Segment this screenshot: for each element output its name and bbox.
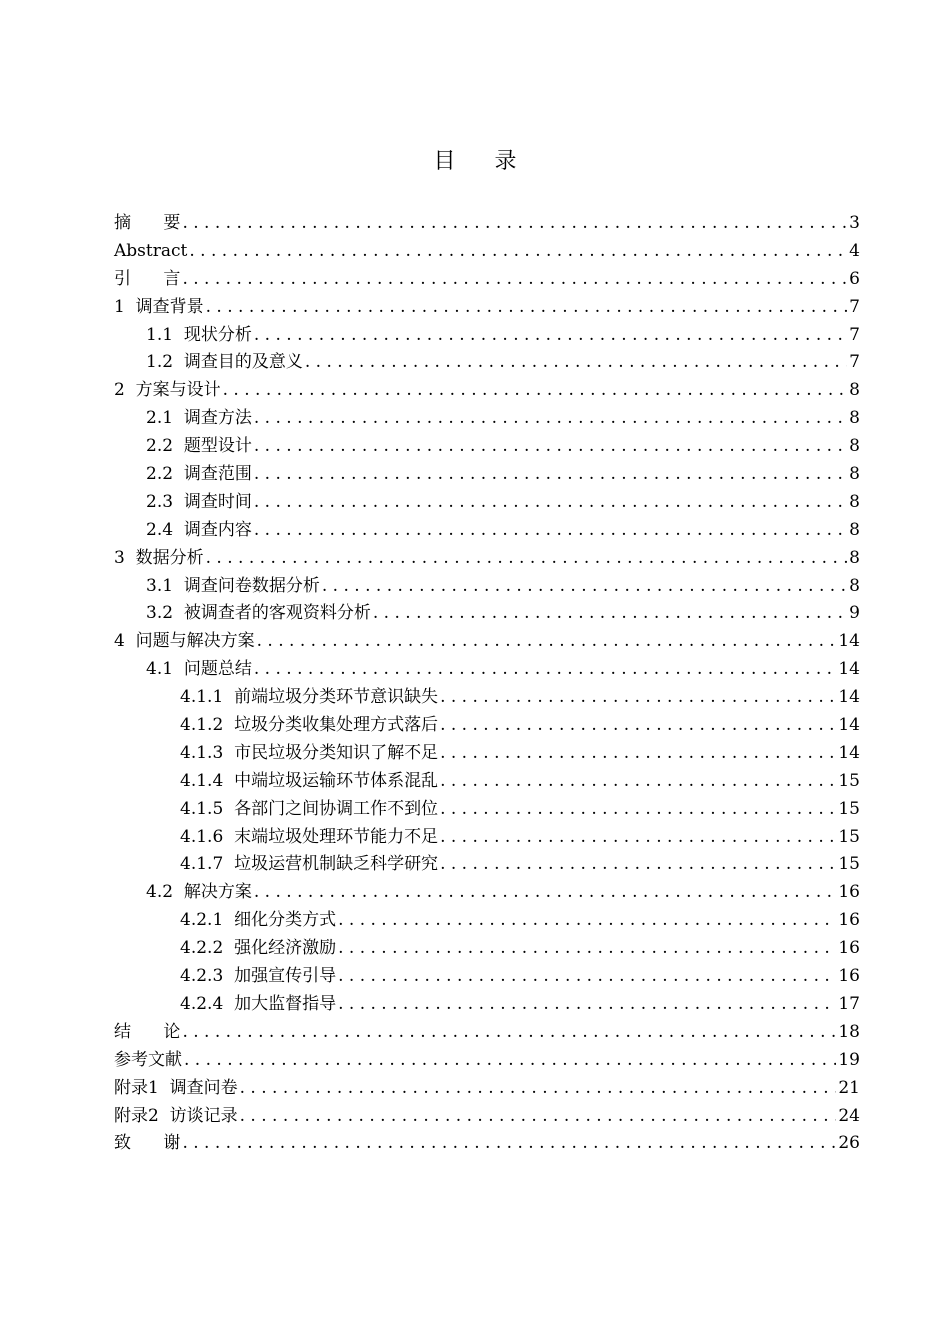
toc-entry-label: 4.1.1 前端垃圾分类环节意识缺失 [180,687,439,708]
toc-entry-page: 7 [849,296,860,317]
toc-leader-dots [184,1047,836,1075]
toc-entry-page: 8 [849,436,860,457]
toc-entry-page: 14 [838,687,860,708]
toc-entry-page: 24 [838,1105,860,1126]
toc-entry-label: 摘 要 [114,213,181,233]
toc-leader-dots [182,266,847,294]
page-title: 目 录 [433,149,533,174]
toc-entry-label: 4.1.2 垃圾分类收集处理方式落后 [180,715,439,736]
toc-entry-page: 14 [838,631,860,652]
toc-entry[interactable] [114,740,860,768]
toc-entry-label: 4.1.7 垃圾运营机制缺乏科学研究 [180,854,439,875]
toc-entry-page: 8 [849,464,860,485]
toc-leader-dots [440,684,836,712]
toc-entry[interactable] [114,907,860,935]
toc-entry-page: 8 [849,380,860,401]
toc-leader-dots [254,322,847,350]
toc-entry-page: 8 [849,491,860,512]
toc-entry-page: 4 [849,240,860,261]
toc-entry[interactable] [114,684,860,712]
toc-entry[interactable] [114,461,860,489]
toc-entry-page: 14 [838,659,860,680]
toc-entry-label: 4.1.4 中端垃圾运输环节体系混乱 [180,770,439,791]
toc-entry-label: 4.2 解决方案 [146,882,252,903]
toc-entry[interactable] [114,768,860,796]
toc-entry-page: 8 [849,519,860,540]
toc-entry[interactable] [114,489,860,517]
toc-entry[interactable] [114,879,860,907]
toc-entry-page: 17 [838,993,860,1014]
toc-entry[interactable] [114,573,860,601]
toc-entry[interactable] [114,935,860,963]
toc-leader-dots [257,628,837,656]
toc-entry[interactable] [114,294,860,322]
toc-leader-dots [254,879,837,907]
toc-entry-label: 1 调查背景 [114,296,204,317]
toc-entry-label: 结 论 [114,1021,181,1042]
toc-entry-page: 14 [838,715,860,736]
toc-entry-label: 4.1.3 市民垃圾分类知识了解不足 [180,742,439,763]
toc-leader-dots [223,377,848,405]
toc-entry-label: 2.1 调查方法 [146,408,252,429]
toc-entry-label: 1.2 调查目的及意义 [146,352,303,373]
toc-leader-dots [305,349,847,377]
toc-leader-dots [240,1075,837,1103]
toc-leader-dots [322,573,847,601]
toc-entry-label: 致 谢 [114,1133,181,1154]
toc-leader-dots [338,963,836,991]
toc-entry-page: 14 [838,742,860,763]
toc-entry[interactable] [114,628,860,656]
toc-entry[interactable] [114,712,860,740]
toc-leader-dots [254,517,847,545]
toc-entry[interactable] [114,238,860,266]
toc-leader-dots [254,489,847,517]
toc-entry[interactable] [114,600,860,628]
toc-entry-label: 附录2 访谈记录 [114,1105,238,1126]
toc-entry[interactable] [114,517,860,545]
toc-entry-page: 26 [838,1133,860,1154]
toc-entry-label: 4.1 问题总结 [146,659,252,680]
toc-leader-dots [206,294,848,322]
toc-entry[interactable] [114,796,860,824]
toc-leader-dots [373,600,847,628]
toc-entry[interactable] [114,1130,860,1158]
toc-entry-label: Abstract [114,240,188,261]
toc-entry-label: 附录1 调查问卷 [114,1077,238,1098]
toc-leader-dots [254,656,837,684]
toc-entry-label: 2.4 调查内容 [146,519,252,540]
toc-entry-page: 8 [849,547,860,568]
toc-leader-dots [440,740,836,768]
toc-entry-page: 16 [838,938,860,959]
toc-leader-dots [440,768,836,796]
toc-entry-page: 16 [838,910,860,931]
toc-entry-page: 8 [849,408,860,429]
toc-leader-dots [240,1103,837,1131]
toc-entry-page: 21 [838,1077,860,1098]
toc-entry-label: 4.2.4 加大监督指导 [180,993,337,1014]
toc-leader-dots [440,851,836,879]
toc-entry-label: 3.2 被调查者的客观资料分析 [146,603,371,624]
toc-entry[interactable] [114,1075,860,1103]
toc-entry[interactable] [114,377,860,405]
toc-leader-dots [206,545,848,573]
toc-entry-page: 7 [849,324,860,345]
toc-entry[interactable] [114,824,860,852]
toc-entry[interactable] [114,266,860,294]
toc-leader-dots [254,433,847,461]
toc-entry-label: 2.2 调查范围 [146,464,252,485]
toc-entry-label: 2 方案与设计 [114,380,221,401]
toc-leader-dots [440,824,836,852]
toc-leader-dots [254,461,847,489]
toc-leader-dots [189,238,847,266]
toc-entry[interactable] [114,322,860,350]
toc-entry-label: 3.1 调查问卷数据分析 [146,575,320,596]
toc-entry-label: 4.2.2 强化经济激励 [180,938,337,959]
toc-entry-page: 15 [838,854,860,875]
toc-entry-label: 4.2.1 细化分类方式 [180,910,337,931]
toc-leader-dots [182,1130,836,1158]
toc-entry-page: 3 [849,213,860,233]
toc-entry[interactable] [114,1103,860,1131]
toc-entry-label: 3 数据分析 [114,547,204,568]
toc-entry[interactable] [114,656,860,684]
toc-entry-page: 8 [849,575,860,596]
table-of-contents [114,210,860,1158]
toc-entry-page: 15 [838,770,860,791]
toc-entry-label: 参考文献 [114,1049,182,1070]
toc-entry-label: 2.2 题型设计 [146,436,252,457]
toc-entry-page: 7 [849,352,860,373]
toc-leader-dots [338,935,836,963]
toc-entry[interactable] [114,1047,860,1075]
toc-leader-dots [254,405,847,433]
toc-entry[interactable] [114,851,860,879]
toc-entry-label: 引 言 [114,268,181,289]
toc-leader-dots [440,796,836,824]
toc-entry[interactable] [114,963,860,991]
toc-leader-dots [440,712,836,740]
toc-entry-label: 4.1.5 各部门之间协调工作不到位 [180,798,439,819]
toc-leader-dots [182,1019,836,1047]
toc-leader-dots [182,210,847,238]
toc-entry[interactable] [114,210,860,238]
toc-entry[interactable] [114,991,860,1019]
toc-entry[interactable] [114,545,860,573]
toc-entry-page: 15 [838,826,860,847]
toc-leader-dots [338,907,836,935]
toc-entry-page: 18 [838,1021,860,1042]
toc-entry-page: 19 [838,1049,860,1070]
toc-entry-page: 6 [849,268,860,289]
toc-entry-label: 2.3 调查时间 [146,491,252,512]
toc-entry[interactable] [114,433,860,461]
toc-entry-label: 4.1.6 末端垃圾处理环节能力不足 [180,826,439,847]
toc-entry-label: 1.1 现状分析 [146,324,252,345]
toc-entry-label: 4.2.3 加强宣传引导 [180,966,337,987]
toc-entry-page: 15 [838,798,860,819]
toc-entry[interactable] [114,405,860,433]
toc-entry[interactable] [114,349,860,377]
toc-entry-page: 16 [838,882,860,903]
toc-entry-page: 16 [838,966,860,987]
toc-entry[interactable] [114,1019,860,1047]
toc-leader-dots [338,991,836,1019]
toc-entry-label: 4 问题与解决方案 [114,631,255,652]
toc-entry-page: 9 [849,603,860,624]
